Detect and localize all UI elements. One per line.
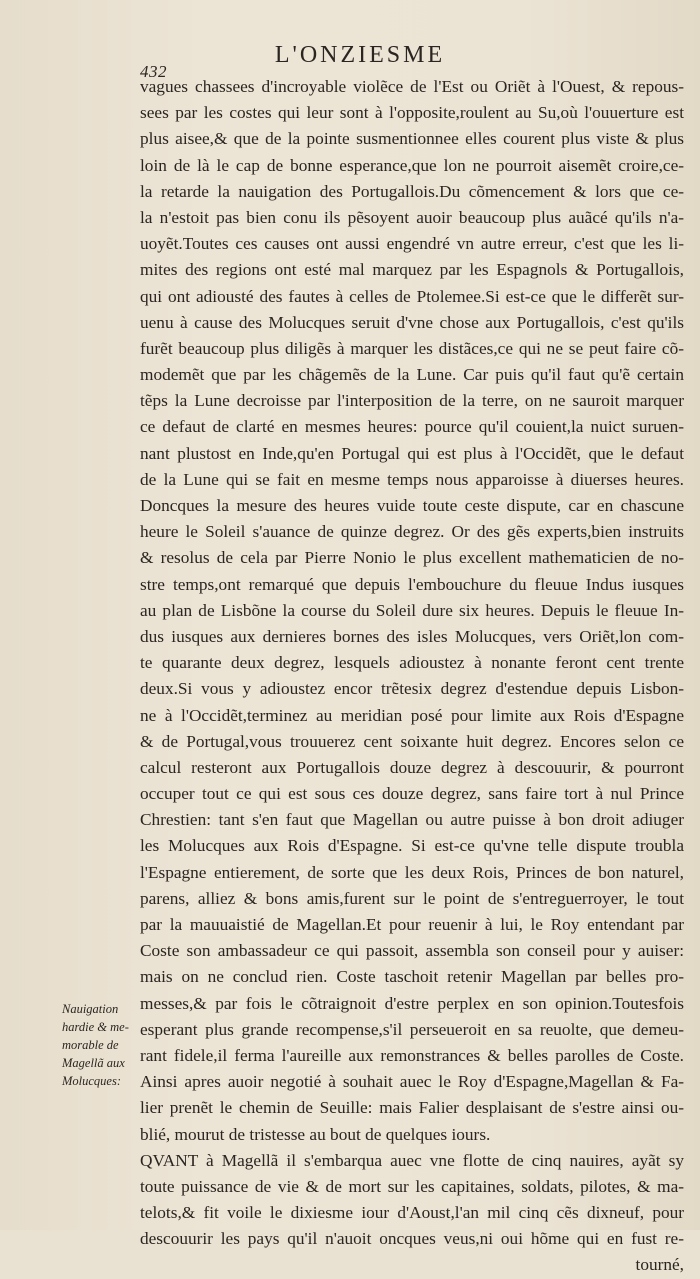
text-line: les Molucques aux Rois d'Espagne. Si est-ce qu'vne telle dispute troubla	[140, 836, 684, 856]
margin-note-line: Nauigation	[62, 1002, 119, 1016]
text-line: la n'estoit pas bien conu ils pẽsoyent auoir beaucoup plus auãcé qu'ils n'a-	[140, 207, 684, 227]
text-line: te quarante deux degrez, lesquels adioustez à nonante feront cent trente	[140, 653, 684, 673]
text-line: plus aisee,& que de la pointe susmentionnee elles courent plus viste & plus	[140, 129, 684, 149]
text-line: vagues chassees d'incroyable violẽce de l'Est ou Oriẽt à l'Ouest, & repous-	[140, 77, 684, 96]
text-line: la retarde la nauigation des Portugallois.Du cõmencement & lors que ce-	[140, 181, 684, 201]
text-line: nant plustost en Inde,qu'en Portugal qui est plus à l'Occidẽt, que le defaut	[140, 443, 684, 463]
text-line: esperant plus grande recompense,s'il perseueroit en sa reuolte, que demeu-	[140, 1019, 684, 1039]
text-line: au plan de Lisbõne la course du Soleil dure six heures. Depuis le fleuue In-	[140, 600, 684, 620]
text-line: tourné,	[635, 1255, 684, 1275]
text-line: Coste son ambassadeur ce qui passoit, assembla son conseil pour y auiser:	[140, 941, 684, 961]
text-line: tẽps la Lune decroisse par l'interposition de la terre, on ne sauroit marquer	[140, 391, 684, 411]
text-line: toute puissance de vie & de mort sur les capitaines, soldats, pilotes, & ma-	[140, 1176, 684, 1196]
text-line: modemẽt que par les chãgemẽs de la Lune. Car puis qu'il faut qu'ẽ certain	[140, 365, 684, 385]
text-line: & de Portugal,vous trouuerez cent soixante huit degrez. Encores selon ce	[140, 731, 684, 751]
page-number: 432	[140, 62, 167, 81]
text-line: lier prenẽt le chemin de Seuille: mais Falier desplaisant de s'estre ainsi ou-	[140, 1098, 684, 1118]
text-line: parens, alliez & bons amis,furent sur le point de s'entreguerroyer, le tout	[140, 888, 684, 908]
text-line: ne à l'Occidẽt,terminez au meridian posé pour limite aux Rois d'Espagne	[140, 705, 684, 725]
margin-note-line: morable de	[62, 1038, 119, 1052]
running-head: L'ONZIESME	[274, 42, 446, 68]
text-line: ce defaut de clarté en mesmes heures: pource qu'il couient,la nuict suruen-	[140, 417, 684, 437]
text-line: occuper tout ce qui est sous ces douze degrez, sans faire tort à nul Prince	[140, 784, 684, 804]
text-line: Ainsi apres auoir negotié à souhait auec le Roy d'Espagne,Magellan & Fa-	[140, 1072, 684, 1092]
text-line: blié, mourut de tristesse au bout de quelques iours.	[140, 1124, 491, 1144]
text-line: dus iusques aux dernieres bornes des isles Molucques, vers Oriẽt,lon com-	[140, 626, 684, 646]
text-line: Doncques la mesure des heures vuide toute ceste dispute, car en chascune	[140, 496, 684, 515]
text-line: de la Lune qui se fait en mesme temps nous apparoisse à diuerses heures.	[140, 469, 684, 489]
text-line: deux.Si vous y adioustez encor trẽtesix degrez d'estendue depuis Lisbon-	[140, 679, 684, 699]
text-line: & resolus de cela par Pierre Nonio le plus excellent mathematicien de no-	[140, 548, 684, 568]
margin-note-line: hardie & me-	[62, 1020, 129, 1034]
text-line: heure le Soleil s'auance de quinze degrez. Or des gẽs experts,bien instruits	[140, 522, 684, 542]
text-line: descouurir les pays qu'il n'auoit oncques veus,ni oui hõme qui en fust re-	[140, 1229, 684, 1249]
text-line: messes,& par fois le cõtraignoit d'estre perplex en son opinion.Toutesfois	[140, 993, 684, 1013]
text-line: telots,& fit voile le dixiesme iour d'Aoust,l'an mil cinq cẽs dixneuf, pour	[140, 1203, 684, 1223]
text-line: l'Espagne entierement, de sorte que les deux Rois, Princes de bon naturel,	[140, 862, 684, 882]
body-text	[140, 74, 684, 1279]
text-line: stre temps,ont remarqué que depuis l'embouchure du fleuue Indus iusques	[140, 574, 684, 594]
text-line: par la mauuaistié de Magellan.Et pour reuenir à lui, le Roy entendant par	[140, 915, 684, 934]
text-line: QVANT à Magellã il s'embarqua auec vne flotte de cinq nauires, ayãt sy	[140, 1150, 684, 1170]
text-line: uenu à cause des Molucques seruit d'vne chose aux Portugallois, c'est qu'ils	[140, 312, 684, 332]
text-line: furẽt beaucoup plus diligẽs à marquer les distãces,ce qui ne se peut faire cõ-	[140, 338, 684, 358]
text-line: Chrestien: tant s'en faut que Magellan ou autre puisse à bon droit adiuger	[140, 810, 684, 830]
text-line: uoyẽt.Toutes ces causes ont aussi engendré vn autre erreur, c'est que les li-	[140, 234, 684, 254]
margin-note-line: Molucques:	[62, 1074, 122, 1088]
text-line: rant fidele,il ferma l'aureille aux remonstrances & belles parolles de Coste.	[140, 1045, 684, 1065]
text-line: loin de là le cap de bonne esperance,que lon ne pourroit aisemẽt croire,ce-	[140, 155, 684, 175]
text-line: qui ont adiousté des fautes à celles de Ptolemee.Si est-ce que le differẽt sur-	[140, 286, 684, 306]
text-line: mais on ne conclud rien. Coste taschoit retenir Magellan par belles pro-	[140, 967, 684, 987]
text-line: calcul resteront aux Portugallois douze degrez à descouurir, & pourront	[140, 757, 684, 777]
text-line: sees par les costes qui leur sont à l'opposite,roulent au Su,où l'ouuerture est	[140, 103, 684, 123]
text-line: mites des regions ont esté mal marquez par les Espagnols & Portugallois,	[140, 260, 684, 280]
margin-note	[62, 1000, 140, 1090]
margin-note-line: Magellã aux	[62, 1056, 125, 1070]
